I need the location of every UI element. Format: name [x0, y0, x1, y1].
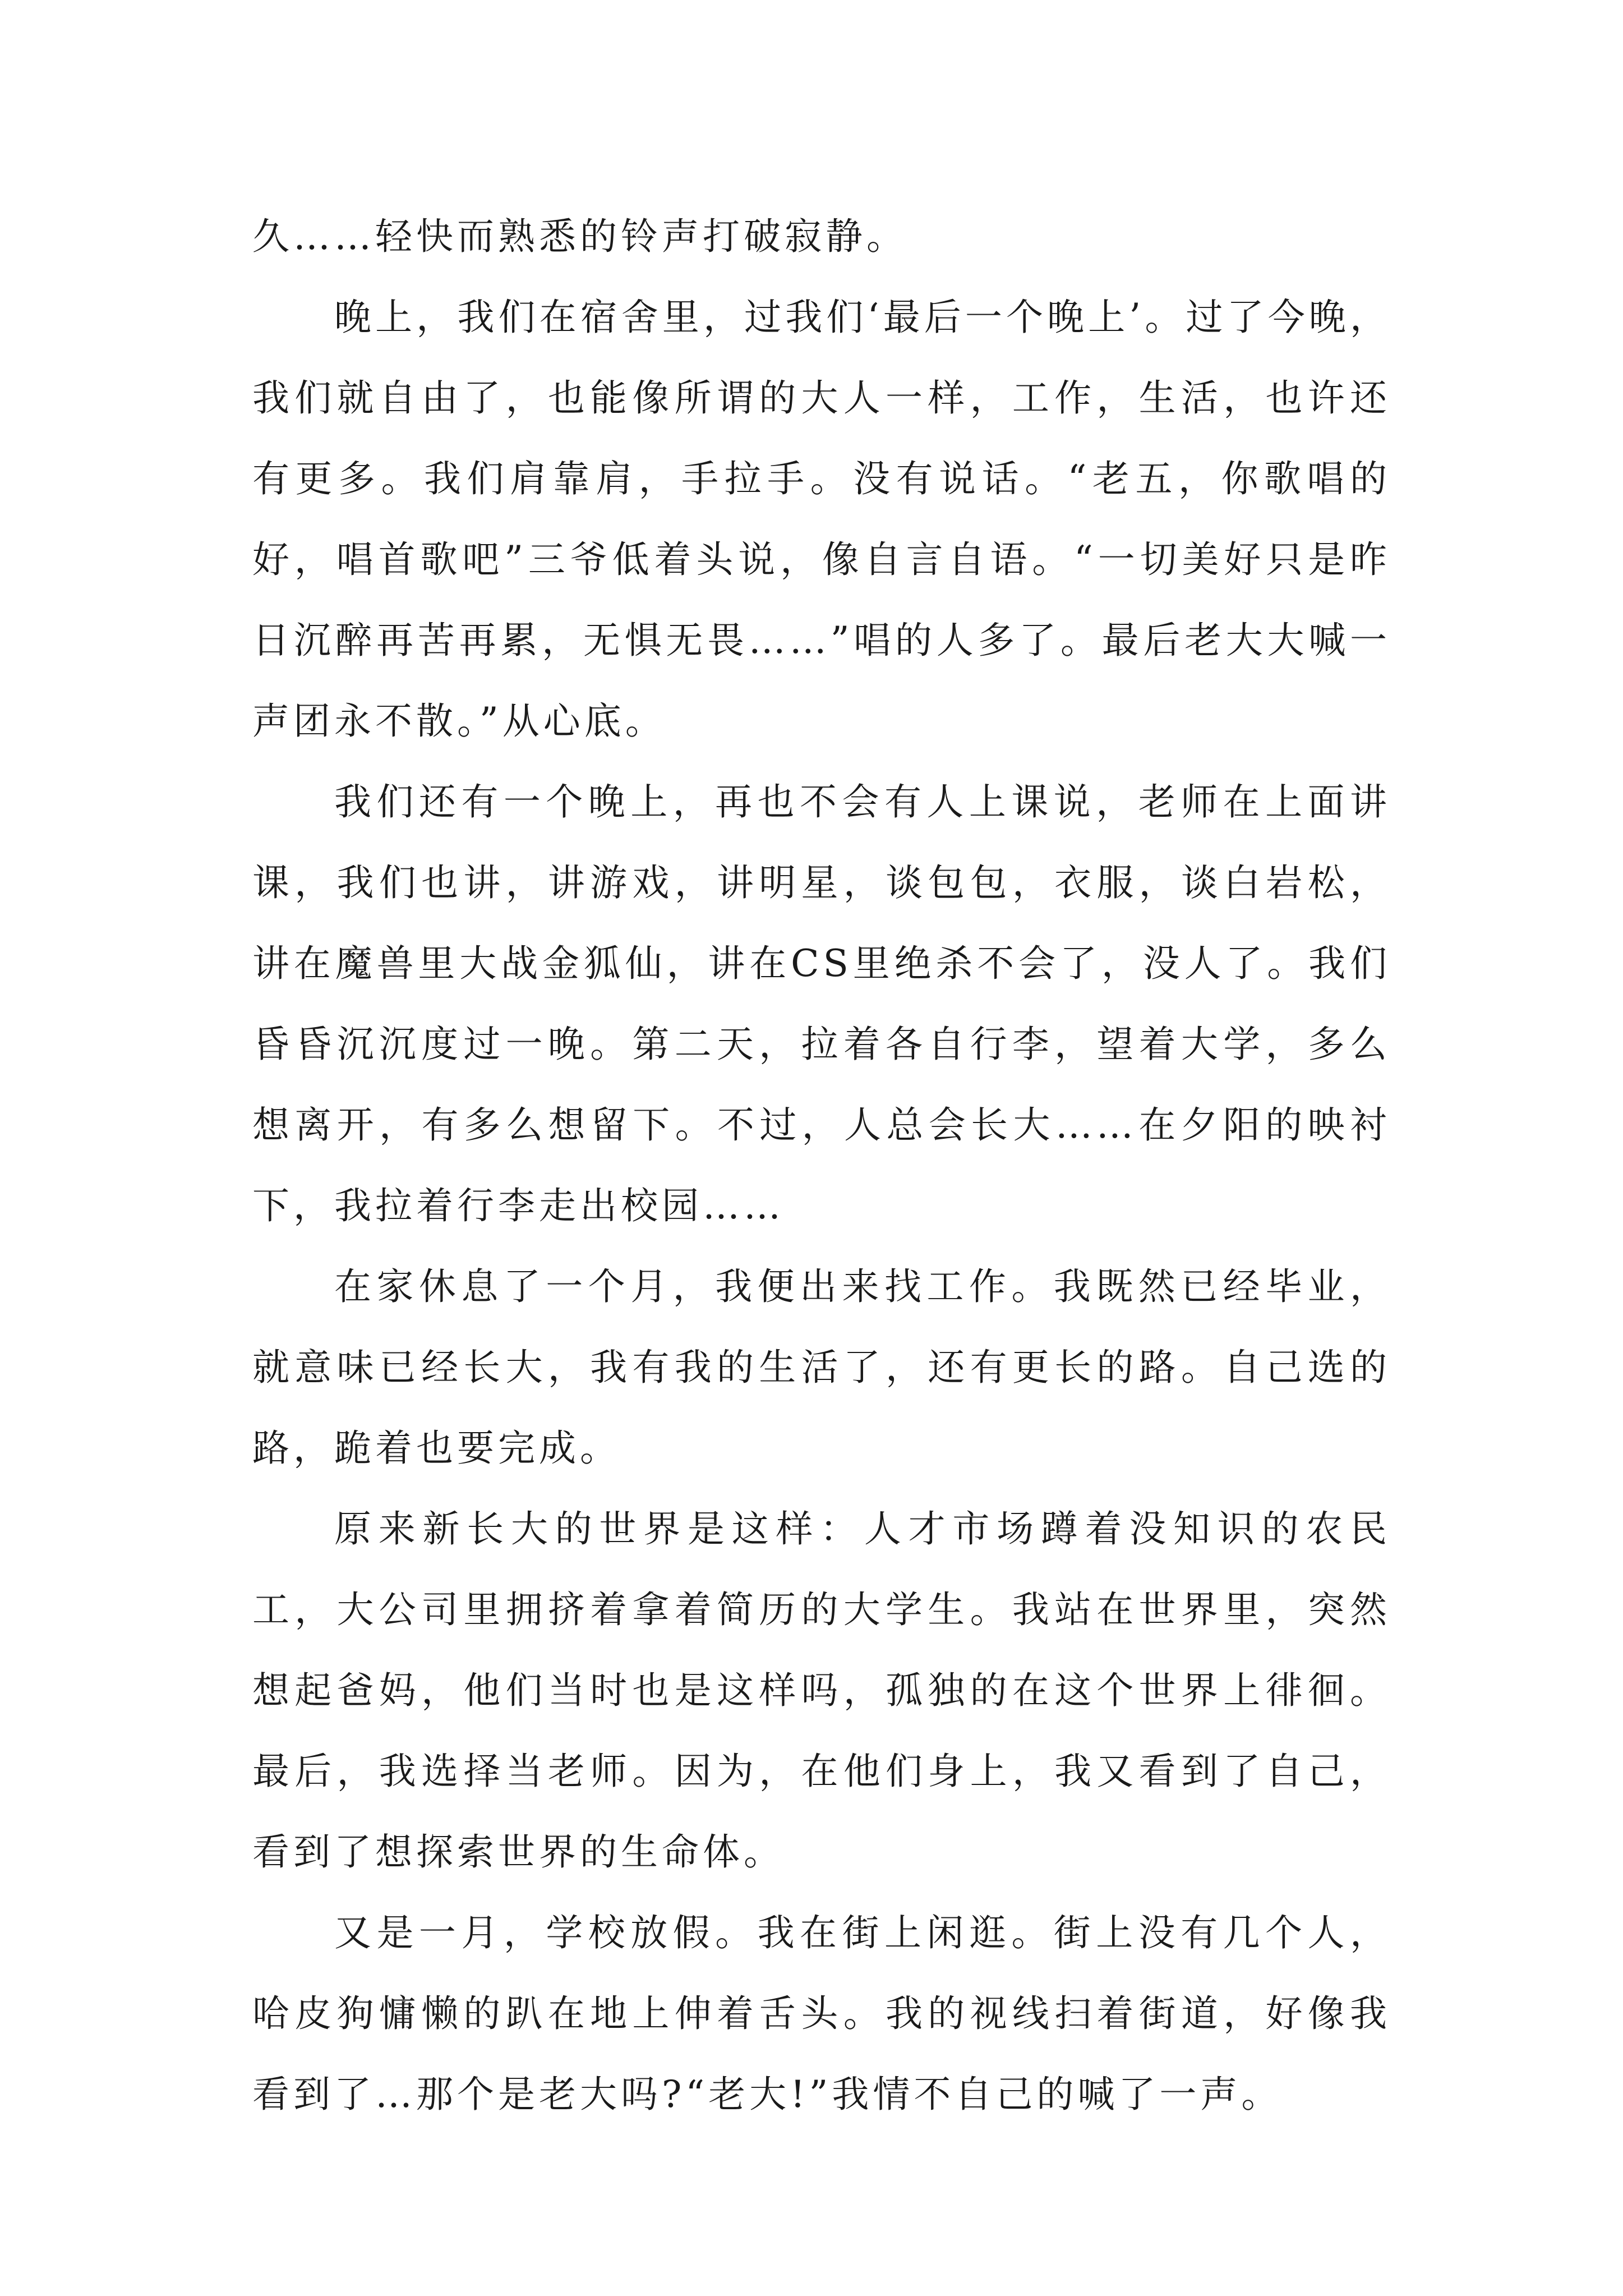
paragraph-6: 又是一月，学校放假。我在街上闲逛。街上没有几个人，哈皮狗慵懒的趴在地上伸着舌头。我的视线扫着街道，好像我看到了…那个是老大吗?“老大!”我情不自己的喊了一声。	[252, 1911, 1391, 2116]
paragraph-4: 在家休息了一个月，我便出来找工作。我既然已经毕业，就意味已经长大，我有我的生活了，还有更长的路。自己选的路，跪着也要完成。	[252, 1265, 1391, 1470]
document-body	[252, 196, 1391, 2135]
paragraph-3: 我们还有一个晚上，再也不会有人上课说，老师在上面讲课，我们也讲，讲游戏，讲明星，谈包包，衣服，谈白岩松，讲在魔兽里大战金狐仙，讲在CS里绝杀不会了，没人了。我们昏昏沉沉度过一晚。第二天，拉着各自行李，望着大学，多么想离开，有多么想留下。不过，人总会长大……在夕阳的映衬下，我拉着行李走出校园……	[252, 780, 1391, 1227]
paragraph-1: 久……轻快而熟悉的铃声打破寂静。	[252, 215, 907, 258]
paragraph-5: 原来新长大的世界是这样：人才市场蹲着没知识的农民工，大公司里拥挤着拿着简历的大学生。我站在世界里，突然想起爸妈，他们当时也是这样吗，孤独的在这个世界上徘徊。最后，我选择当老师。因为，在他们身上，我又看到了自己，看到了想探索世界的生命体。	[252, 1507, 1391, 1874]
paragraph-2: 晚上，我们在宿舍里，过我们‘最后一个晚上’。过了今晚，我们就自由了，也能像所谓的大人一样，工作，生活，也许还有更多。我们肩靠肩，手拉手。没有说话。“老五，你歌唱的好，唱首歌吧”三爷低着头说，像自言自语。“一切美好只是昨日沉醉再苦再累，无惧无畏……”唱的人多了。最后老大大喊一声团永不散。”从心底。	[252, 296, 1391, 743]
